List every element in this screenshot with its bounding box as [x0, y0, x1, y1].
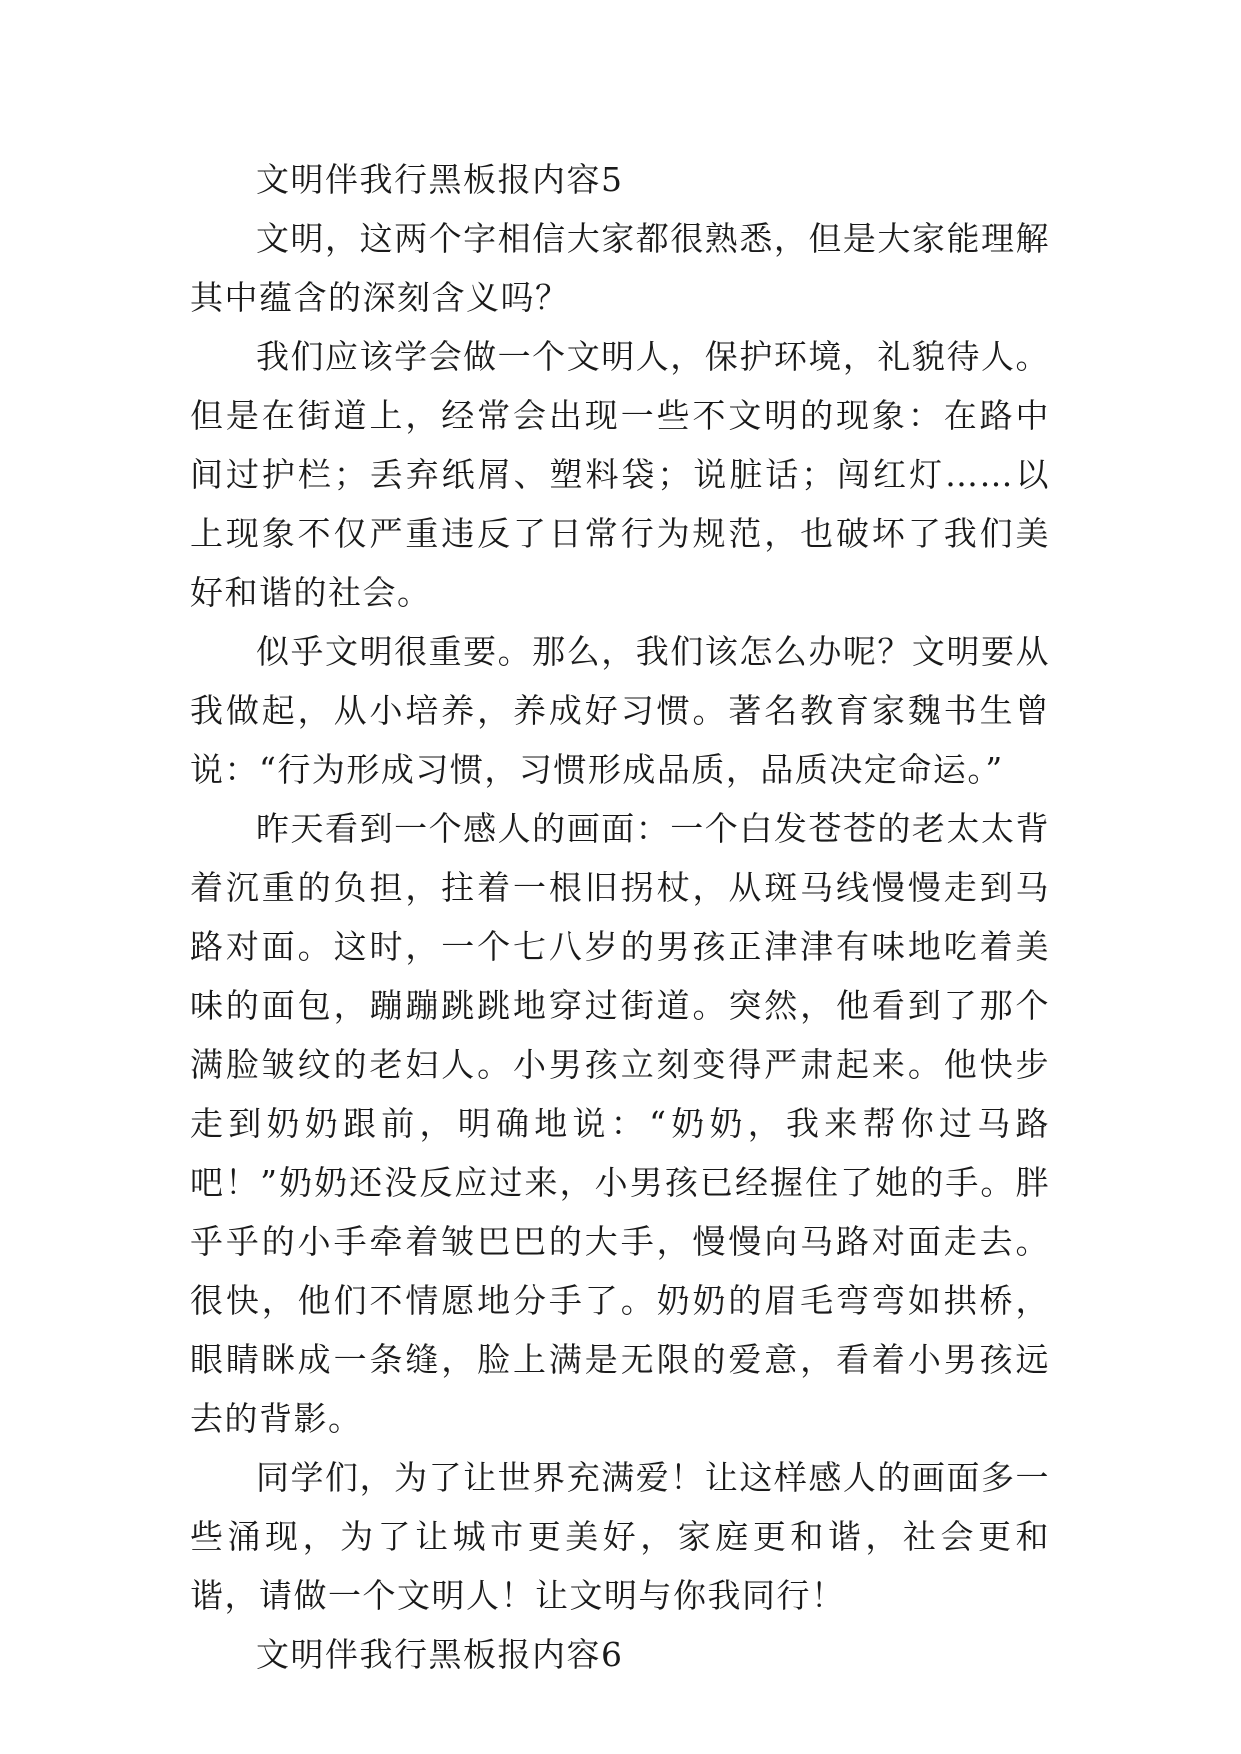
section-heading-5: 文明伴我行黑板报内容5 — [256, 160, 624, 199]
paragraph-touching-scene: 昨天看到一个感人的画面：一个白发苍苍的老太太背着沉重的负担，拄着一根旧拐杖，从斑马线慢慢走到马路对面。这时，一个七八岁的男孩正津津有味地吃着美味的面包，蹦蹦跳跳地穿过街道。突然，他看到了那个满脸皱纹的老妇人。小男孩立刻变得严肃起来。他快步走到奶奶跟前，明确地说：“奶奶，我来帮你过马路吧！”奶奶还没反应过来，小男孩已经握住了她的手。胖乎乎的小手牵着皱巴巴的大手，慢慢向马路对面走去。很快，他们不情愿地分手了。奶奶的眉毛弯弯如拱桥，眼睛眯成一条缝，脸上满是无限的爱意，看着小男孩远去的背影。 — [190, 809, 1050, 1438]
paragraph-intro: 文明，这两个字相信大家都很熟悉，但是大家能理解其中蕴含的深刻含义吗？ — [190, 219, 1050, 317]
paragraph-call-to-action: 同学们，为了让世界充满爱！让这样感人的画面多一些涌现，为了让城市更美好，家庭更和谐，社会更和谐，请做一个文明人！让文明与你我同行！ — [190, 1458, 1050, 1615]
section-heading-6: 文明伴我行黑板报内容6 — [256, 1635, 624, 1674]
document-body — [190, 150, 1050, 1684]
paragraph-uncivilized-behavior: 我们应该学会做一个文明人，保护环境，礼貌待人。但是在街道上，经常会出现一些不文明的现象：在路中间过护栏；丢弃纸屑、塑料袋；说脏话；闯红灯……以上现象不仅严重违反了日常行为规范，也破坏了我们美好和谐的社会。 — [190, 337, 1050, 612]
paragraph-start-from-me: 似乎文明很重要。那么，我们该怎么办呢？文明要从我做起，从小培养，养成好习惯。著名教育家魏书生曾说：“行为形成习惯，习惯形成品质，品质决定命运。” — [190, 632, 1050, 789]
